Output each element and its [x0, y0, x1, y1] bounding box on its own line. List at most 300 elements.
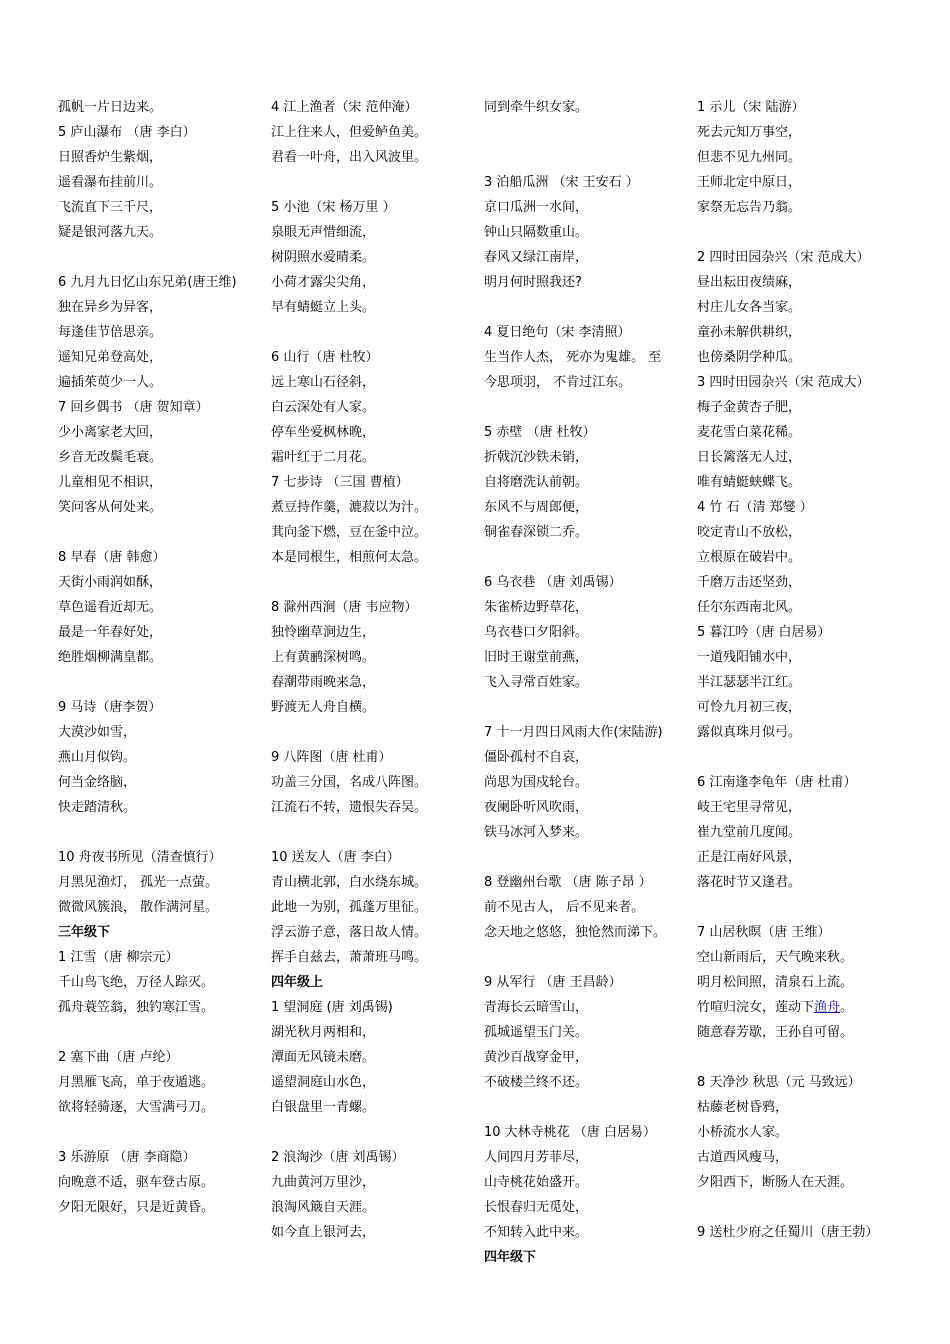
text-line — [58, 970, 263, 995]
line-text: 尚思为国戍轮台。 — [484, 775, 589, 790]
text-line — [697, 320, 902, 345]
text-line — [697, 1170, 902, 1195]
blank-line — [484, 945, 689, 970]
line-text: 浮云游子意，落日故人情。 — [271, 925, 428, 940]
text-line — [58, 95, 263, 120]
line-text: 江流石不转，遗恨失吞吴。 — [271, 800, 428, 815]
text-line — [271, 920, 476, 945]
line-text: 9 送杜少府之任蜀川（唐王勃） — [697, 1225, 879, 1240]
text-line — [271, 95, 476, 120]
text-line — [697, 720, 902, 745]
blank-line — [271, 720, 476, 745]
text-line — [271, 120, 476, 145]
text-line — [271, 345, 476, 370]
line-text: 生当作人杰， 死亦为鬼雄。 至 — [484, 350, 662, 365]
text-line — [484, 820, 689, 845]
blank-line — [58, 670, 263, 695]
line-text: 儿童相见不相识， — [58, 475, 163, 490]
text-line — [697, 245, 902, 270]
text-line — [271, 395, 476, 420]
line-text: 念天地之悠悠，独怆然而涕下。 — [484, 925, 667, 940]
text-line — [484, 245, 689, 270]
text-line — [484, 1120, 689, 1145]
line-text: 8 滁州西涧（唐 韦应物） — [271, 600, 418, 615]
line-text: 3 泊船瓜洲 （宋 王安石 ） — [484, 175, 639, 190]
line-text: 王师北定中原日， — [697, 175, 802, 190]
text-line — [58, 370, 263, 395]
line-text: 夕阳西下，断肠人在天涯。 — [697, 1175, 854, 1190]
text-line — [58, 1095, 263, 1120]
text-line — [697, 170, 902, 195]
line-text: 随意春芳歇，王孙自可留。 — [697, 1025, 854, 1040]
line-text: 麦花雪白菜花稀。 — [697, 425, 802, 440]
line-text: 此地一为别，孤蓬万里征。 — [271, 900, 428, 915]
line-text: 9 马诗（唐李贺） — [58, 700, 162, 715]
text-line — [484, 195, 689, 220]
text-line — [271, 370, 476, 395]
text-line — [58, 1170, 263, 1195]
line-text: 8 早春（唐 韩愈） — [58, 550, 166, 565]
line-text: 正是江南好风景， — [697, 850, 802, 865]
blank-line — [697, 895, 902, 920]
line-text: 10 舟夜书所见（清查慎行） — [58, 850, 222, 865]
text-line — [271, 470, 476, 495]
section-heading — [484, 1245, 689, 1270]
blank-line — [58, 1020, 263, 1045]
text-line — [58, 470, 263, 495]
line-text: 钟山只隔数重山。 — [484, 225, 589, 240]
line-text: 树阴照水爱晴柔。 — [271, 250, 376, 265]
text-line — [58, 145, 263, 170]
line-text: 4 江上渔者（宋 范仲淹） — [271, 100, 418, 115]
text-line — [484, 870, 689, 895]
blank-line — [697, 745, 902, 770]
blank-line — [271, 170, 476, 195]
text-line — [484, 95, 689, 120]
text-line — [58, 345, 263, 370]
text-line — [271, 545, 476, 570]
line-text: 春潮带雨晚来急， — [271, 675, 376, 690]
text-line — [58, 995, 263, 1020]
text-line — [58, 1145, 263, 1170]
text-line — [697, 195, 902, 220]
text-line — [271, 1195, 476, 1220]
line-text: 5 暮江吟（唐 白居易） — [697, 625, 831, 640]
line-text: 1 示儿（宋 陆游） — [697, 100, 805, 115]
text-line — [697, 770, 902, 795]
line-text: 岐王宅里寻常见， — [697, 800, 802, 815]
line-text: 7 十一月四日风雨大作(宋陆游) — [484, 725, 663, 740]
section-heading — [271, 970, 476, 995]
text-line — [271, 220, 476, 245]
text-line — [58, 170, 263, 195]
text-line — [697, 370, 902, 395]
text-line — [697, 1145, 902, 1170]
text-line — [58, 745, 263, 770]
line-text: 夕阳无限好，只是近黄昏。 — [58, 1200, 215, 1215]
line-text: 7 山居秋暝（唐 王维） — [697, 925, 831, 940]
text-line — [271, 270, 476, 295]
line-text: 前不见古人， 后不见来者。 — [484, 900, 645, 915]
line-text: 4 夏日绝句（宋 李清照） — [484, 325, 631, 340]
text-line — [697, 1070, 902, 1095]
text-line — [484, 1145, 689, 1170]
text-line — [58, 545, 263, 570]
text-line — [484, 495, 689, 520]
line-text: 绝胜烟柳满皇都。 — [58, 650, 163, 665]
text-column-4 — [697, 95, 902, 1245]
text-line — [58, 320, 263, 345]
text-line — [271, 670, 476, 695]
text-line — [697, 1095, 902, 1120]
text-line — [697, 1020, 902, 1045]
text-line — [697, 420, 902, 445]
line-text: 空山新雨后，天气晚来秋。 — [697, 950, 854, 965]
line-text: 千磨万击还坚劲， — [697, 575, 802, 590]
text-line — [271, 495, 476, 520]
text-line — [697, 1120, 902, 1145]
line-text: 死去元知万事空， — [697, 125, 802, 140]
blank-line — [271, 820, 476, 845]
line-text: 远上寒山石径斜， — [271, 375, 376, 390]
text-line — [697, 695, 902, 720]
line-text: 小桥流水人家。 — [697, 1125, 789, 1140]
text-line — [484, 1220, 689, 1245]
text-line — [271, 870, 476, 895]
line-text-tail: 。 — [840, 1000, 854, 1015]
text-line — [484, 670, 689, 695]
line-text: 6 乌衣巷 （唐 刘禹锡） — [484, 575, 622, 590]
text-line — [484, 720, 689, 745]
text-line — [58, 395, 263, 420]
text-line — [484, 470, 689, 495]
blank-line — [271, 570, 476, 595]
line-text: 孤帆一片日边来。 — [58, 100, 163, 115]
line-text: 潭面无风镜未磨。 — [271, 1050, 376, 1065]
line-text: 5 庐山瀑布 （唐 李白） — [58, 125, 196, 140]
text-line — [58, 845, 263, 870]
text-line — [484, 170, 689, 195]
text-line — [58, 120, 263, 145]
line-text: 10 送友人（唐 李白） — [271, 850, 400, 865]
text-line — [697, 495, 902, 520]
text-line — [697, 295, 902, 320]
text-line — [484, 420, 689, 445]
line-text: 2 塞下曲（唐 卢纶） — [58, 1050, 179, 1065]
line-text: 小荷才露尖尖角， — [271, 275, 376, 290]
line-text: 一道残阳铺水中， — [697, 650, 802, 665]
text-line — [484, 445, 689, 470]
text-line — [697, 945, 902, 970]
text-line — [271, 445, 476, 470]
line-text: 明月松间照，清泉石上流。 — [697, 975, 854, 990]
blank-line — [58, 520, 263, 545]
blank-line — [484, 845, 689, 870]
text-column-2 — [271, 95, 476, 1245]
text-line — [697, 120, 902, 145]
blank-line — [484, 695, 689, 720]
line-text: 村庄儿女各当家。 — [697, 300, 802, 315]
line-text: 今思项羽， 不肯过江东。 — [484, 375, 632, 390]
line-text: 遥看瀑布挂前川。 — [58, 175, 163, 190]
line-text: 君看一叶舟，出入风波里。 — [271, 150, 428, 165]
line-text: 8 登幽州台歌 （唐 陈子昂 ） — [484, 875, 652, 890]
text-line — [58, 645, 263, 670]
text-line — [58, 420, 263, 445]
text-line — [271, 520, 476, 545]
text-line — [484, 520, 689, 545]
text-line — [697, 795, 902, 820]
text-line — [697, 595, 902, 620]
blank-line — [484, 395, 689, 420]
text-line — [484, 270, 689, 295]
text-line — [484, 895, 689, 920]
blank-line — [484, 1095, 689, 1120]
line-text: 明月何时照我还? — [484, 275, 582, 290]
text-line — [697, 545, 902, 570]
text-line — [484, 995, 689, 1020]
line-text: 本是同根生，相煎何太急。 — [271, 550, 428, 565]
line-text: 湖光秋月两相和， — [271, 1025, 376, 1040]
line-text: 竹喧归浣女，莲动下 — [697, 1000, 815, 1015]
text-line — [697, 645, 902, 670]
text-line — [271, 995, 476, 1020]
line-text: 乡音无改鬓毛衰。 — [58, 450, 163, 465]
text-line — [58, 295, 263, 320]
line-text: 月黑见渔灯， 孤光一点萤。 — [58, 875, 219, 890]
line-text: 大漠沙如雪， — [58, 725, 137, 740]
line-text: 也傍桑阴学种瓜。 — [697, 350, 802, 365]
line-text: 青山横北郭，白水绕东城。 — [271, 875, 428, 890]
blank-line — [697, 220, 902, 245]
blank-line — [484, 295, 689, 320]
line-text: 青海长云暗雪山， — [484, 1000, 589, 1015]
line-text: 快走踏清秋。 — [58, 800, 137, 815]
line-text: 野渡无人舟自横。 — [271, 700, 376, 715]
line-text: 1 江雪（唐 柳宗元） — [58, 950, 179, 965]
text-line — [58, 895, 263, 920]
line-text: 5 赤壁 （唐 杜牧） — [484, 425, 596, 440]
text-line — [484, 645, 689, 670]
blank-line — [58, 820, 263, 845]
text-line — [697, 395, 902, 420]
line-text: 独在异乡为异客， — [58, 300, 163, 315]
text-column-1 — [58, 95, 263, 1220]
text-line — [271, 245, 476, 270]
line-text: 不破楼兰终不还。 — [484, 1075, 589, 1090]
line-text: 疑是银河落九天。 — [58, 225, 163, 240]
text-line — [697, 670, 902, 695]
text-line — [58, 570, 263, 595]
text-line — [58, 195, 263, 220]
text-line — [484, 920, 689, 945]
text-line — [271, 1145, 476, 1170]
text-line — [697, 920, 902, 945]
line-text: 萁向釜下燃，豆在釜中泣。 — [271, 525, 428, 540]
text-line — [271, 1070, 476, 1095]
line-text: 燕山月似钩。 — [58, 750, 137, 765]
text-line — [697, 95, 902, 120]
line-text: 草色遥看近却无。 — [58, 600, 163, 615]
text-line — [271, 745, 476, 770]
line-text: 家祭无忘告乃翁。 — [697, 200, 802, 215]
line-text: 梅子金黄杏子肥， — [697, 400, 802, 415]
text-line — [484, 570, 689, 595]
line-text: 遥知兄弟登高处， — [58, 350, 163, 365]
line-text: 向晚意不适，驱车登古原。 — [58, 1175, 215, 1190]
line-text: 早有蜻蜓立上头。 — [271, 300, 376, 315]
text-line — [58, 795, 263, 820]
line-text: 6 江南逢李龟年（唐 杜甫） — [697, 775, 857, 790]
text-line — [484, 595, 689, 620]
line-text: 5 小池（宋 杨万里 ） — [271, 200, 396, 215]
text-line — [271, 945, 476, 970]
text-line — [697, 345, 902, 370]
text-line — [697, 995, 902, 1020]
text-line — [697, 970, 902, 995]
line-text: 何当金络脑， — [58, 775, 137, 790]
line-text: 飞流直下三千尺， — [58, 200, 163, 215]
line-text: 日长篱落无人过， — [697, 450, 802, 465]
line-text: 半江瑟瑟半江红。 — [697, 675, 802, 690]
text-column-3 — [484, 95, 689, 1270]
line-text: 黄沙百战穿金甲， — [484, 1050, 589, 1065]
line-text: 咬定青山不放松， — [697, 525, 802, 540]
line-text: 山寺桃花始盛开。 — [484, 1175, 589, 1190]
text-line — [697, 620, 902, 645]
line-text: 露似真珠月似弓。 — [697, 725, 802, 740]
section-heading — [58, 920, 263, 945]
line-text: 白银盘里一青螺。 — [271, 1100, 376, 1115]
line-text: 僵卧孤村不自哀， — [484, 750, 589, 765]
line-text: 停车坐爱枫林晚， — [271, 425, 376, 440]
line-text: 6 山行（唐 杜牧） — [271, 350, 379, 365]
text-line — [58, 1195, 263, 1220]
line-text: 人间四月芳菲尽， — [484, 1150, 589, 1165]
line-text: 7 回乡偶书 （唐 贺知章） — [58, 400, 209, 415]
hyperlink[interactable]: 渔舟 — [814, 1000, 841, 1015]
text-line — [58, 945, 263, 970]
line-text: 3 四时田园杂兴（宋 范成大） — [697, 375, 870, 390]
line-text: 乌衣巷口夕阳斜。 — [484, 625, 589, 640]
line-text: 四年级下 — [484, 1250, 537, 1265]
text-line — [697, 1220, 902, 1245]
line-text: 春风又绿江南岸， — [484, 250, 589, 265]
line-text: 浪淘风簸自天涯。 — [271, 1200, 376, 1215]
text-line — [697, 520, 902, 545]
line-text: 孤舟蓑笠翁，独钓寒江雪。 — [58, 1000, 215, 1015]
line-text: 上有黄鹂深树鸣。 — [271, 650, 376, 665]
text-line — [484, 970, 689, 995]
text-line — [484, 745, 689, 770]
line-text: 可怜九月初三夜， — [697, 700, 802, 715]
text-line — [271, 595, 476, 620]
blank-line — [697, 1045, 902, 1070]
text-line — [271, 770, 476, 795]
line-text: 千山鸟飞绝，万径人踪灭。 — [58, 975, 215, 990]
text-line — [271, 645, 476, 670]
text-line — [58, 1070, 263, 1095]
text-line — [697, 145, 902, 170]
text-line — [271, 695, 476, 720]
blank-line — [271, 1120, 476, 1145]
line-text: 笑问客从何处来。 — [58, 500, 163, 515]
text-line — [484, 220, 689, 245]
blank-line — [484, 545, 689, 570]
line-text: 夜阑卧听风吹雨， — [484, 800, 589, 815]
text-line — [58, 270, 263, 295]
text-line — [271, 1095, 476, 1120]
text-line — [484, 1045, 689, 1070]
blank-line — [484, 145, 689, 170]
text-line — [697, 820, 902, 845]
line-text: 挥手自兹去，萧萧班马鸣。 — [271, 950, 428, 965]
line-text: 京口瓜洲一水间， — [484, 200, 589, 215]
line-text: 江上往来人，但爱鲈鱼美。 — [271, 125, 428, 140]
line-text: 欲将轻骑逐，大雪满弓刀。 — [58, 1100, 215, 1115]
line-text: 功盖三分国，名成八阵图。 — [271, 775, 428, 790]
line-text: 遍插茱萸少一人。 — [58, 375, 163, 390]
text-line — [271, 620, 476, 645]
text-line — [271, 145, 476, 170]
line-text: 霜叶红于二月花。 — [271, 450, 376, 465]
text-line — [271, 295, 476, 320]
line-text: 白云深处有人家。 — [271, 400, 376, 415]
text-line — [484, 370, 689, 395]
line-text: 孤城遥望玉门关。 — [484, 1025, 589, 1040]
line-text: 9 从军行 （唐 王昌龄） — [484, 975, 622, 990]
text-line — [58, 870, 263, 895]
line-text: 同到牵牛织女家。 — [484, 100, 589, 115]
line-text: 唯有蜻蜓蛱蝶飞。 — [697, 475, 802, 490]
text-line — [697, 445, 902, 470]
text-line — [697, 870, 902, 895]
text-line — [58, 720, 263, 745]
text-line — [58, 495, 263, 520]
line-text: 铁马冰河入梦来。 — [484, 825, 589, 840]
line-text: 折戟沉沙铁未销， — [484, 450, 589, 465]
text-line — [484, 1020, 689, 1045]
text-line — [271, 1020, 476, 1045]
line-text: 枯藤老树昏鸦， — [697, 1100, 789, 1115]
text-line — [697, 570, 902, 595]
blank-line — [697, 1195, 902, 1220]
text-line — [58, 1045, 263, 1070]
blank-line — [58, 245, 263, 270]
line-text: 独怜幽草涧边生， — [271, 625, 376, 640]
line-text: 最是一年春好处， — [58, 625, 163, 640]
line-text: 立根原在破岩中。 — [697, 550, 802, 565]
text-line — [484, 345, 689, 370]
line-text: 昼出耘田夜绩麻， — [697, 275, 802, 290]
text-line — [697, 270, 902, 295]
text-line — [58, 445, 263, 470]
line-text: 2 四时田园杂兴（宋 范成大） — [697, 250, 870, 265]
line-text: 8 天净沙 秋思（元 马致远） — [697, 1075, 861, 1090]
line-text: 10 大林寺桃花 （唐 白居易） — [484, 1125, 656, 1140]
blank-line — [58, 1120, 263, 1145]
text-line — [697, 470, 902, 495]
line-text: 每逢佳节倍思亲。 — [58, 325, 163, 340]
line-text: 3 乐游原 （唐 李商隐） — [58, 1150, 196, 1165]
line-text: 朱雀桥边野草花， — [484, 600, 589, 615]
text-line — [271, 895, 476, 920]
text-line — [271, 420, 476, 445]
text-line — [484, 795, 689, 820]
line-text: 4 竹 石（清 郑燮 ） — [697, 500, 813, 515]
line-text: 任尔东西南北风。 — [697, 600, 802, 615]
line-text: 月黑雁飞高，单于夜遁逃。 — [58, 1075, 215, 1090]
